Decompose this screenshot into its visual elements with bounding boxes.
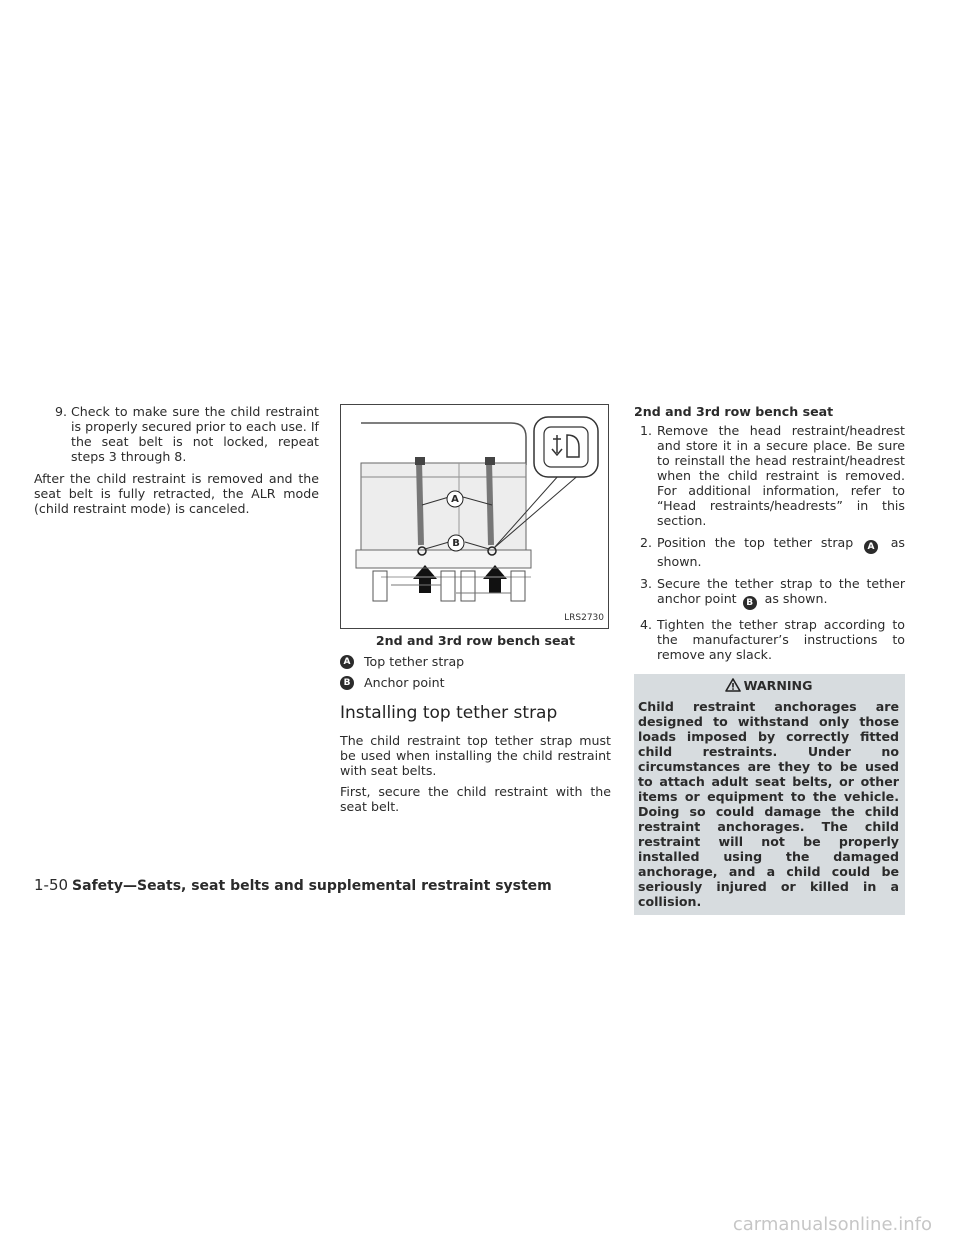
step-3-text-pre: Secure the tether strap to the tether anchor point — [657, 576, 905, 606]
chapter-title: Safety—Seats, seat belts and supplemental restraint system — [72, 878, 552, 894]
step-3-marker-b: B — [743, 596, 757, 610]
section-heading: Installing top tether strap — [340, 703, 558, 723]
figure-code: LRS2730 — [564, 613, 604, 623]
legend-item-a — [340, 654, 611, 669]
section-paragraph-2: First, secure the child restraint with the seat belt. — [340, 784, 611, 814]
step-number: 3. — [639, 576, 652, 591]
step-text: Tighten the tether strap according to the manufacturer’s instructions to remove any slack. — [657, 617, 905, 662]
step-1 — [634, 423, 905, 528]
bench-seat-illustration — [341, 405, 608, 628]
watermark: carmanualsonline.info — [732, 1214, 932, 1235]
step-9 — [34, 404, 319, 464]
step-number: 1. — [639, 423, 652, 438]
legend-text-b: Anchor point — [364, 675, 445, 690]
step-text — [657, 576, 905, 610]
step-2-text-pre: Position the top tether strap — [657, 535, 854, 550]
warning-box — [634, 674, 905, 915]
middle-column — [340, 404, 611, 814]
alr-cancel-paragraph: After the child restraint is removed and the seat belt is fully retracted, the ALR mode (child restraint mode) is canceled. — [34, 471, 319, 516]
step-2-text-post: as shown. — [657, 535, 905, 569]
page-footer — [34, 876, 552, 895]
right-column — [634, 404, 905, 915]
step-2-marker-a: A — [864, 540, 878, 554]
page-number: 1-50 — [34, 876, 69, 894]
legend-item-b — [340, 675, 611, 690]
step-3 — [634, 576, 905, 610]
figure-label-b: B — [452, 538, 460, 549]
step-text: Check to make sure the child restraint is properly secured prior to each use. If the seat belt is not locked, repeat steps 3 through 8. — [71, 404, 319, 464]
step-3-text-post: as shown. — [764, 591, 828, 606]
step-2 — [634, 535, 905, 569]
warning-title-text: WARNING — [743, 678, 813, 693]
figure-label-a: A — [451, 494, 459, 505]
warning-triangle-icon — [725, 678, 741, 692]
section-paragraph-1: The child restraint top tether strap must be used when installing the child restraint with seat belts. — [340, 733, 611, 778]
step-number: 2. — [639, 535, 652, 550]
step-number: 4. — [639, 617, 652, 632]
warning-title — [638, 678, 899, 693]
left-column — [34, 404, 319, 516]
legend-marker-b: B — [340, 676, 354, 690]
step-4 — [634, 617, 905, 662]
step-text: Remove the head restraint/headrest and store it in a secure place. Be sure to reinstall the head restraint/headrest when the child restraint is removed. For additional information, refer to “Head restraints/headrests” in this section. — [657, 423, 905, 528]
step-number: 9. — [54, 404, 67, 419]
subsection-heading: 2nd and 3rd row bench seat — [634, 404, 834, 419]
warning-body: Child restraint anchorages are designed to withstand only those loads imposed by correctly fitted child restraints. Under no circumstances are they to be used to attach adult seat belts, or other items or equipment to the vehicle. Doing so could damage the child restraint anchorages. The child restraint will not be properly installed using the damaged anchorage, and a child could be seriously injured or killed in a collision. — [638, 699, 899, 909]
legend-marker-a: A — [340, 655, 354, 669]
legend-text-a: Top tether strap — [364, 654, 465, 669]
tether-figure — [340, 404, 609, 629]
figure-caption: 2nd and 3rd row bench seat — [375, 633, 576, 648]
step-text — [657, 535, 905, 569]
